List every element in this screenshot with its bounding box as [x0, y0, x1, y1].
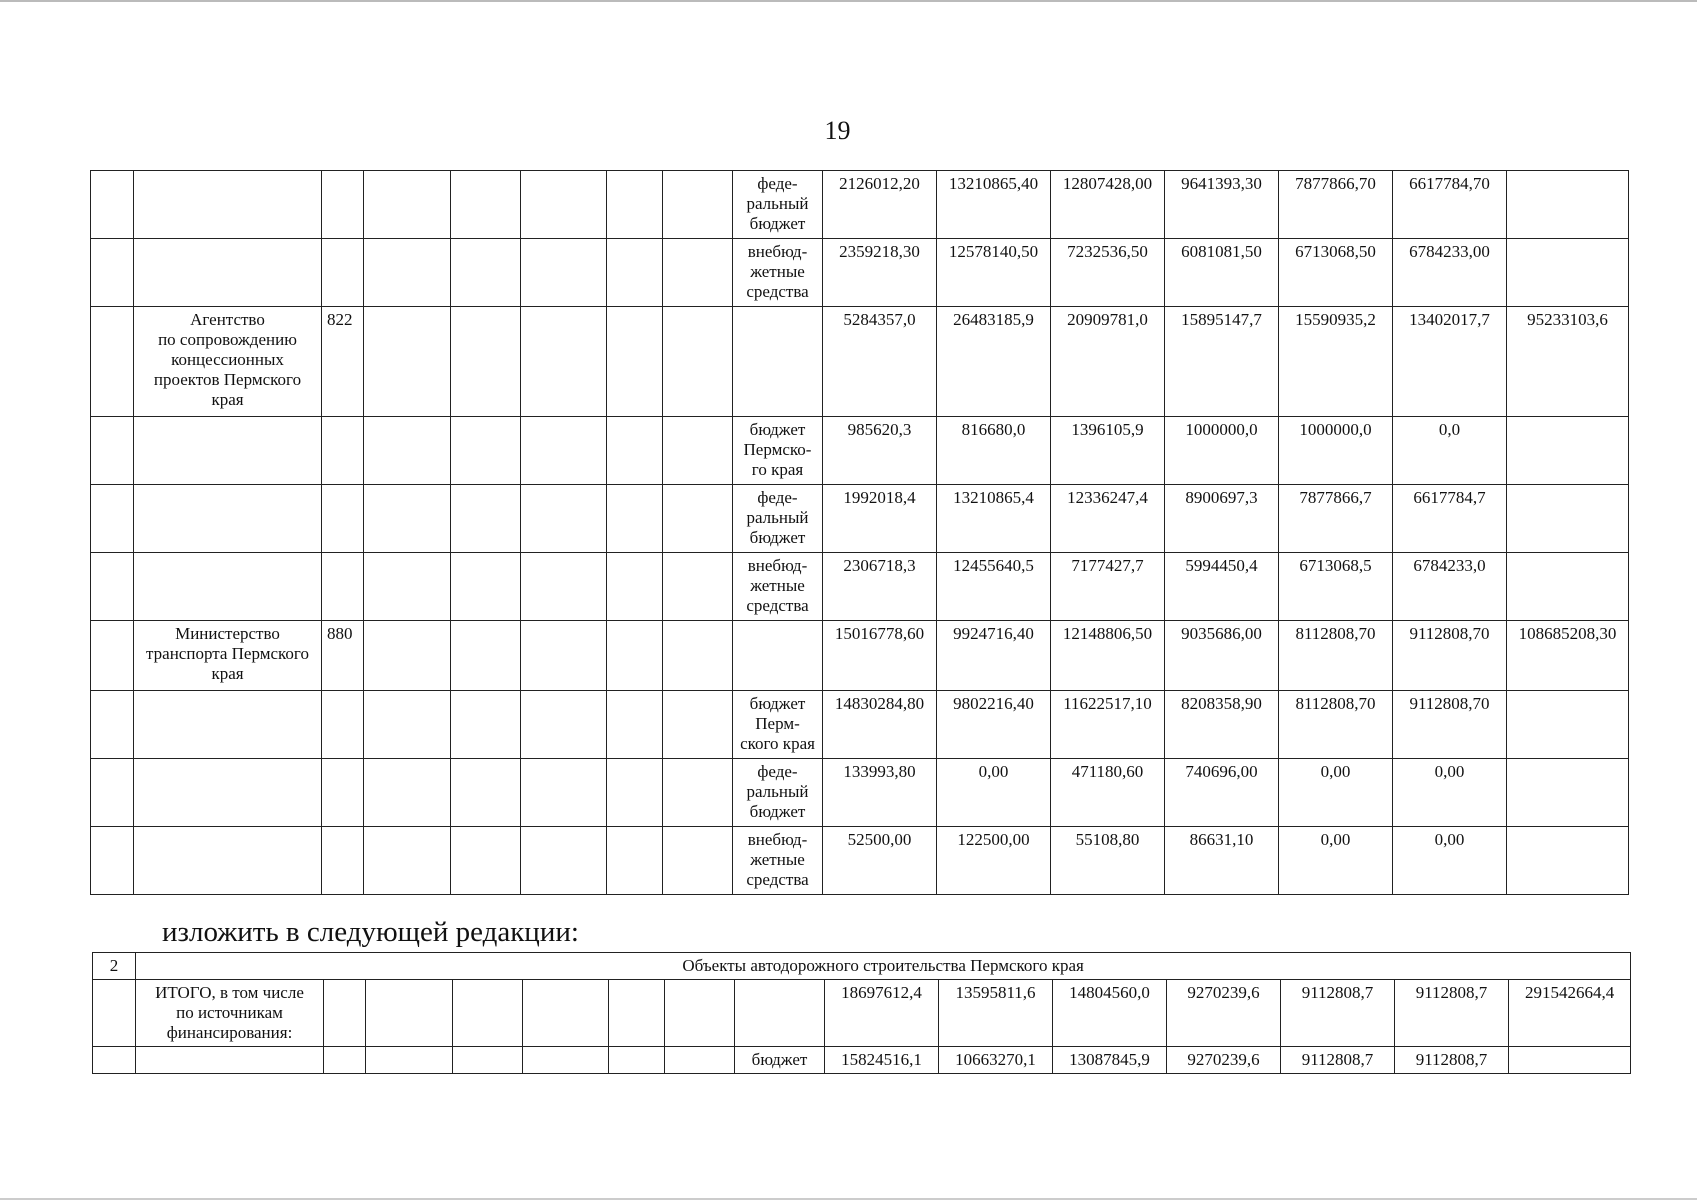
- empty-cell: [364, 485, 451, 553]
- amount-cell: 13210865,40: [937, 171, 1051, 239]
- table-row: [91, 691, 1629, 759]
- amount-cell: 13087845,9: [1053, 1047, 1167, 1074]
- empty-cell: [451, 417, 521, 485]
- empty-cell: [364, 759, 451, 827]
- amount-cell: 9112808,70: [1393, 621, 1507, 691]
- funding-source-cell: феде- ральный бюджет: [733, 485, 823, 553]
- table-row: [91, 553, 1629, 621]
- amount-cell: 13402017,7: [1393, 307, 1507, 417]
- organization-cell: [134, 759, 322, 827]
- amount-cell: 14830284,80: [823, 691, 937, 759]
- amount-cell: 6784233,0: [1393, 553, 1507, 621]
- empty-cell: [364, 307, 451, 417]
- funding-source-cell: [733, 621, 823, 691]
- organization-cell: [134, 171, 322, 239]
- empty-cell: [521, 759, 607, 827]
- amount-cell: 1000000,0: [1165, 417, 1279, 485]
- amount-cell: 0,00: [1393, 827, 1507, 895]
- table-row: [91, 827, 1629, 895]
- empty-cell: [521, 485, 607, 553]
- amount-cell: 108685208,30: [1507, 621, 1629, 691]
- table-row: [91, 621, 1629, 691]
- amendment-note: изложить в следующей редакции:: [162, 916, 579, 948]
- row-number-cell: [91, 171, 134, 239]
- amount-cell: 6713068,50: [1279, 239, 1393, 307]
- organization-cell: Министерство транспорта Пермского края: [134, 621, 322, 691]
- empty-cell: [364, 827, 451, 895]
- empty-cell: [364, 621, 451, 691]
- amount-cell: 26483185,9: [937, 307, 1051, 417]
- empty-cell: [523, 1047, 609, 1074]
- amount-cell: 2126012,20: [823, 171, 937, 239]
- funding-source-cell: бюджет Перм- ского края: [733, 691, 823, 759]
- row-number-cell: [91, 691, 134, 759]
- amount-cell: 0,00: [1279, 759, 1393, 827]
- empty-cell: [364, 417, 451, 485]
- amount-cell: 1992018,4: [823, 485, 937, 553]
- organization-cell: [134, 417, 322, 485]
- row-number-cell: [91, 485, 134, 553]
- row-number-cell: [91, 239, 134, 307]
- empty-cell: [324, 1047, 366, 1074]
- amount-cell: 9112808,7: [1281, 1047, 1395, 1074]
- empty-cell: [663, 239, 733, 307]
- amount-cell: 12336247,4: [1051, 485, 1165, 553]
- amount-cell: 0,0: [1393, 417, 1507, 485]
- code-cell: [322, 417, 364, 485]
- amount-cell: 9035686,00: [1165, 621, 1279, 691]
- empty-cell: [521, 171, 607, 239]
- amount-cell: 9112808,7: [1281, 980, 1395, 1047]
- funding-source-cell: бюджет: [735, 1047, 825, 1074]
- empty-cell: [453, 980, 523, 1047]
- empty-cell: [521, 553, 607, 621]
- funding-source-cell: [735, 980, 825, 1047]
- table-row: [91, 417, 1629, 485]
- amount-cell: [1507, 691, 1629, 759]
- amount-cell: 8900697,3: [1165, 485, 1279, 553]
- table-row: [91, 239, 1629, 307]
- empty-cell: [521, 417, 607, 485]
- amount-cell: [1507, 827, 1629, 895]
- empty-cell: [451, 621, 521, 691]
- amount-cell: 9112808,70: [1393, 691, 1507, 759]
- funding-source-cell: внебюд- жетные средства: [733, 239, 823, 307]
- scan-top-edge: [0, 0, 1697, 2]
- amount-cell: 291542664,4: [1509, 980, 1631, 1047]
- amount-cell: 13595811,6: [939, 980, 1053, 1047]
- empty-cell: [451, 553, 521, 621]
- empty-cell: [366, 1047, 453, 1074]
- amount-cell: 2359218,30: [823, 239, 937, 307]
- empty-cell: [607, 171, 663, 239]
- amount-cell: 8112808,70: [1279, 691, 1393, 759]
- table-row: [91, 171, 1629, 239]
- amount-cell: 5994450,4: [1165, 553, 1279, 621]
- organization-cell: ИТОГО, в том числе по источникам финансирования:: [136, 980, 324, 1047]
- row-number-cell: [91, 553, 134, 621]
- empty-cell: [451, 759, 521, 827]
- empty-cell: [451, 171, 521, 239]
- empty-cell: [607, 827, 663, 895]
- empty-cell: [451, 485, 521, 553]
- empty-cell: [665, 980, 735, 1047]
- empty-cell: [521, 827, 607, 895]
- code-cell: [322, 759, 364, 827]
- empty-cell: [607, 417, 663, 485]
- section-title: Объекты автодорожного строительства Пермского края: [136, 953, 1631, 980]
- page-number: 19: [824, 116, 851, 145]
- table-row: [91, 307, 1629, 417]
- amount-cell: [1507, 553, 1629, 621]
- code-cell: [322, 827, 364, 895]
- empty-cell: [663, 485, 733, 553]
- row-number-cell: [91, 417, 134, 485]
- amount-cell: 7232536,50: [1051, 239, 1165, 307]
- code-cell: [322, 553, 364, 621]
- empty-cell: [521, 621, 607, 691]
- amount-cell: 15895147,7: [1165, 307, 1279, 417]
- organization-cell: [134, 485, 322, 553]
- amount-cell: 20909781,0: [1051, 307, 1165, 417]
- amount-cell: 9802216,40: [937, 691, 1051, 759]
- amount-cell: [1507, 759, 1629, 827]
- amount-cell: 13210865,4: [937, 485, 1051, 553]
- organization-cell: [134, 239, 322, 307]
- amount-cell: 2306718,3: [823, 553, 937, 621]
- empty-cell: [364, 239, 451, 307]
- amount-cell: 6081081,50: [1165, 239, 1279, 307]
- empty-cell: [607, 307, 663, 417]
- amount-cell: 15016778,60: [823, 621, 937, 691]
- amount-cell: [1507, 171, 1629, 239]
- amount-cell: 1000000,0: [1279, 417, 1393, 485]
- row-number-cell: [91, 759, 134, 827]
- amount-cell: 11622517,10: [1051, 691, 1165, 759]
- empty-cell: [451, 691, 521, 759]
- empty-cell: [451, 239, 521, 307]
- budget-table-new: [92, 952, 1631, 1074]
- amount-cell: [1507, 239, 1629, 307]
- row-number-cell: [93, 1047, 136, 1074]
- empty-cell: [607, 239, 663, 307]
- amount-cell: [1507, 485, 1629, 553]
- amount-cell: 9924716,40: [937, 621, 1051, 691]
- code-cell: 822: [322, 307, 364, 417]
- section-header-row: [93, 953, 1631, 980]
- empty-cell: [607, 691, 663, 759]
- amount-cell: 9641393,30: [1165, 171, 1279, 239]
- amount-cell: 0,00: [1393, 759, 1507, 827]
- amount-cell: 740696,00: [1165, 759, 1279, 827]
- table-row: [93, 980, 1631, 1047]
- budget-table-current: [90, 170, 1629, 895]
- empty-cell: [663, 691, 733, 759]
- empty-cell: [607, 485, 663, 553]
- empty-cell: [521, 307, 607, 417]
- amount-cell: 9270239,6: [1167, 1047, 1281, 1074]
- amount-cell: 15590935,2: [1279, 307, 1393, 417]
- code-cell: 880: [322, 621, 364, 691]
- amount-cell: 1396105,9: [1051, 417, 1165, 485]
- amount-cell: 7877866,70: [1279, 171, 1393, 239]
- table-row: [93, 1047, 1631, 1074]
- amount-cell: 122500,00: [937, 827, 1051, 895]
- empty-cell: [665, 1047, 735, 1074]
- code-cell: [322, 691, 364, 759]
- amount-cell: 12807428,00: [1051, 171, 1165, 239]
- table-row: [91, 759, 1629, 827]
- amount-cell: 52500,00: [823, 827, 937, 895]
- amount-cell: 9112808,7: [1395, 980, 1509, 1047]
- empty-cell: [366, 980, 453, 1047]
- empty-cell: [364, 553, 451, 621]
- amount-cell: 86631,10: [1165, 827, 1279, 895]
- amount-cell: 55108,80: [1051, 827, 1165, 895]
- empty-cell: [609, 980, 665, 1047]
- amount-cell: 0,00: [1279, 827, 1393, 895]
- amount-cell: 6617784,70: [1393, 171, 1507, 239]
- funding-source-cell: внебюд- жетные средства: [733, 827, 823, 895]
- amount-cell: 18697612,4: [825, 980, 939, 1047]
- empty-cell: [451, 827, 521, 895]
- empty-cell: [607, 759, 663, 827]
- empty-cell: [663, 171, 733, 239]
- amount-cell: 15824516,1: [825, 1047, 939, 1074]
- amount-cell: 10663270,1: [939, 1047, 1053, 1074]
- amount-cell: 5284357,0: [823, 307, 937, 417]
- organization-cell: [134, 553, 322, 621]
- amount-cell: 6617784,7: [1393, 485, 1507, 553]
- empty-cell: [523, 980, 609, 1047]
- amount-cell: 0,00: [937, 759, 1051, 827]
- amount-cell: 7877866,7: [1279, 485, 1393, 553]
- funding-source-cell: бюджет Пермско- го края: [733, 417, 823, 485]
- amount-cell: 6784233,00: [1393, 239, 1507, 307]
- empty-cell: [607, 553, 663, 621]
- amount-cell: 14804560,0: [1053, 980, 1167, 1047]
- organization-cell: [136, 1047, 324, 1074]
- empty-cell: [451, 307, 521, 417]
- amount-cell: [1507, 417, 1629, 485]
- amount-cell: 816680,0: [937, 417, 1051, 485]
- funding-source-cell: феде- ральный бюджет: [733, 171, 823, 239]
- amount-cell: 6713068,5: [1279, 553, 1393, 621]
- amount-cell: 7177427,7: [1051, 553, 1165, 621]
- code-cell: [322, 485, 364, 553]
- amount-cell: 471180,60: [1051, 759, 1165, 827]
- empty-cell: [521, 691, 607, 759]
- funding-source-cell: феде- ральный бюджет: [733, 759, 823, 827]
- amount-cell: 8112808,70: [1279, 621, 1393, 691]
- empty-cell: [663, 307, 733, 417]
- row-number-cell: [91, 307, 134, 417]
- amount-cell: 9270239,6: [1167, 980, 1281, 1047]
- code-cell: [322, 171, 364, 239]
- row-number-cell: [91, 827, 134, 895]
- amount-cell: 12578140,50: [937, 239, 1051, 307]
- empty-cell: [663, 827, 733, 895]
- amount-cell: 133993,80: [823, 759, 937, 827]
- amount-cell: 985620,3: [823, 417, 937, 485]
- amount-cell: 9112808,7: [1395, 1047, 1509, 1074]
- empty-cell: [663, 759, 733, 827]
- amount-cell: 12455640,5: [937, 553, 1051, 621]
- empty-cell: [609, 1047, 665, 1074]
- empty-cell: [663, 621, 733, 691]
- empty-cell: [607, 621, 663, 691]
- amount-cell: 12148806,50: [1051, 621, 1165, 691]
- organization-cell: [134, 827, 322, 895]
- code-cell: [322, 239, 364, 307]
- funding-source-cell: [733, 307, 823, 417]
- empty-cell: [364, 171, 451, 239]
- empty-cell: [663, 553, 733, 621]
- row-number-cell: [93, 980, 136, 1047]
- organization-cell: [134, 691, 322, 759]
- row-number-cell: [91, 621, 134, 691]
- empty-cell: [324, 980, 366, 1047]
- table-row: [91, 485, 1629, 553]
- empty-cell: [663, 417, 733, 485]
- empty-cell: [364, 691, 451, 759]
- empty-cell: [521, 239, 607, 307]
- amount-cell: 8208358,90: [1165, 691, 1279, 759]
- amount-cell: 95233103,6: [1507, 307, 1629, 417]
- funding-source-cell: внебюд- жетные средства: [733, 553, 823, 621]
- section-number: 2: [93, 953, 136, 980]
- empty-cell: [453, 1047, 523, 1074]
- organization-cell: Агентство по сопровождению концессионных проектов Пермского края: [134, 307, 322, 417]
- amount-cell: [1509, 1047, 1631, 1074]
